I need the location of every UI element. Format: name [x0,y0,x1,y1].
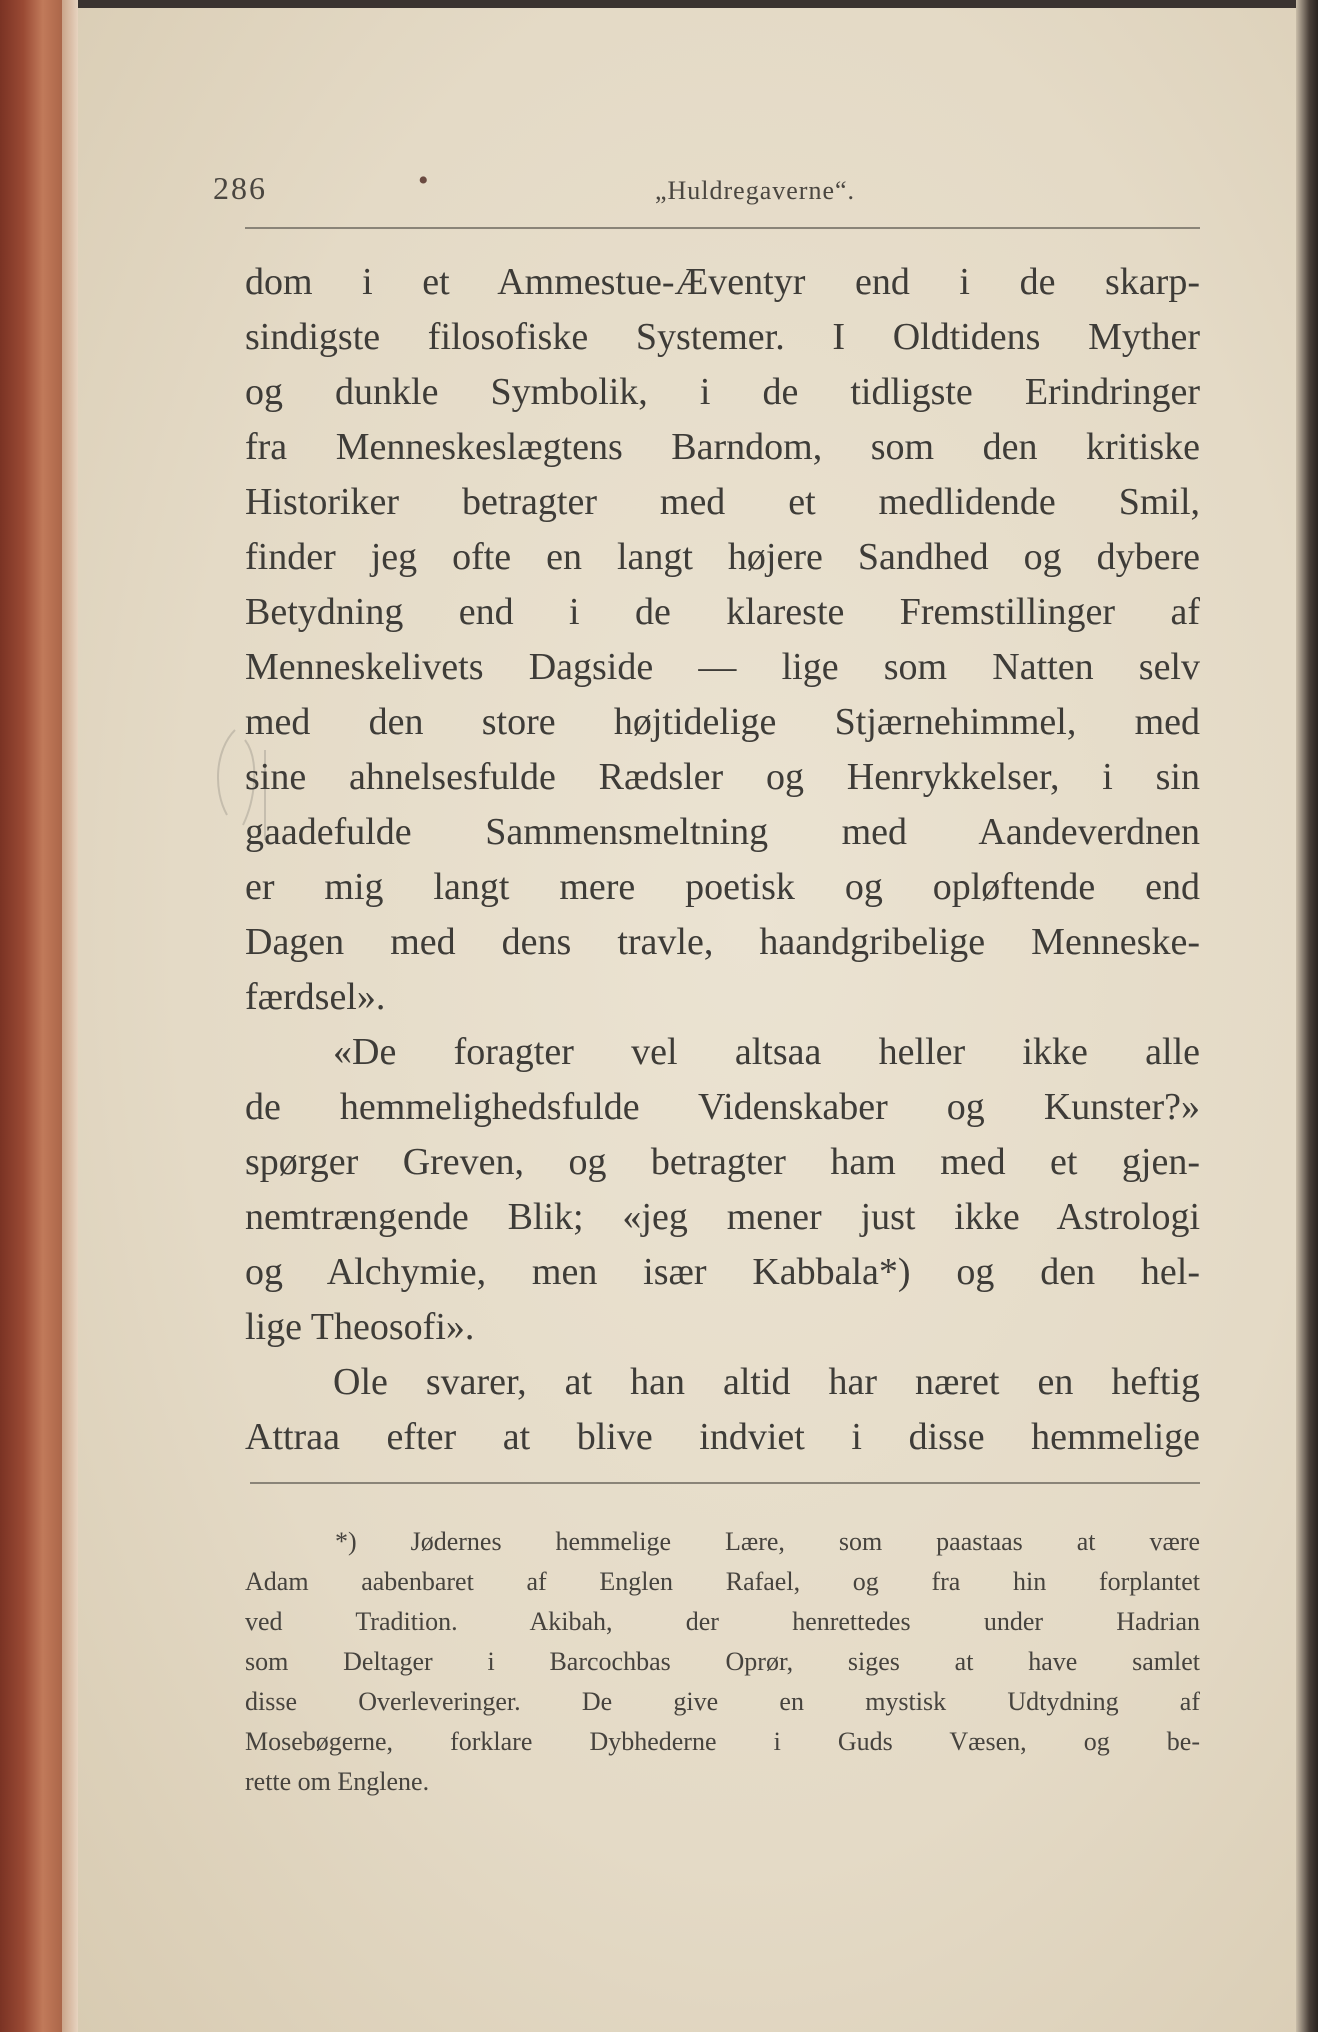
footnote [245,1522,1200,1802]
text-line: færdsel». [245,976,386,1018]
page-header [205,162,1160,212]
text-line: dom i et Ammestue-Æventyr end i de skarp- [245,261,1200,303]
page-edge-right [1296,0,1318,2032]
text-line: og dunkle Symbolik, i de tidligste Erindringer [245,371,1200,413]
text-line: gaadefulde Sammensmeltning med Aandeverdnen [245,811,1200,853]
text-line: sindigste filosofiske Systemer. I Oldtidens Myther [245,316,1200,358]
text-line: lige Theosofi». [245,1306,475,1348]
footnote-line: disse Overleveringer. De give en mystisk Udtydning af [245,1687,1200,1716]
footnote-line: Mosebøgerne, forklare Dybhederne i Guds Væsen, og be- [245,1727,1200,1756]
page-number: 286 [213,170,267,206]
text-line: Betydning end i de klareste Fremstillinger af [245,591,1200,633]
header-bullet: • [418,164,429,197]
footnote-rule [250,1482,1200,1484]
text-line: Menneskelivets Dagside — lige som Natten selv [245,646,1200,688]
running-title: „Huldregaverne“. [654,176,856,205]
text-line: de hemmelighedsfulde Videnskaber og Kunster?» [245,1086,1200,1128]
footnote-line: ved Tradition. Akibah, der henrettedes under Hadrian [245,1607,1200,1636]
text-line: spørger Greven, og betragter ham med et gjen- [245,1141,1200,1183]
text-line: og Alchymie, men især Kabbala*) og den hel- [245,1251,1200,1293]
text-line: med den store højtidelige Stjærnehimmel, med [245,701,1200,743]
text-line: nemtrængende Blik; «jeg mener just ikke Astrologi [245,1196,1200,1238]
text-line: Dagen med dens travle, haandgribelige Menneske- [245,921,1200,963]
text-line: er mig langt mere poetisk og opløftende end [245,866,1200,908]
header-rule [245,227,1200,229]
footnote-line: Adam aabenbaret af Englen Rafael, og fra hin forplantet [245,1567,1200,1596]
text-line: Attraa efter at blive indviet i disse hemmelige [245,1416,1200,1458]
footnote-line: som Deltager i Barcochbas Oprør, siges at have samlet [245,1647,1200,1676]
text-line: Historiker betragter med et medlidende Smil, [245,481,1200,523]
text-line: finder jeg ofte en langt højere Sandhed og dybere [245,536,1200,578]
page-edge-left [62,0,78,2032]
footnote-line: *) Jødernes hemmelige Lære, som paastaas at være [335,1527,1200,1556]
text-line: fra Menneskeslægtens Barndom, som den kritiske [245,426,1200,468]
text-line: Ole svarer, at han altid har næret en heftig [333,1361,1200,1403]
text-line: «De foragter vel altsaa heller ikke alle [333,1031,1200,1073]
footnote-line: rette om Englene. [245,1767,430,1796]
body-text [245,255,1200,1465]
text-line: sine ahnelsesfulde Rædsler og Henrykkelser, i sin [245,756,1200,798]
